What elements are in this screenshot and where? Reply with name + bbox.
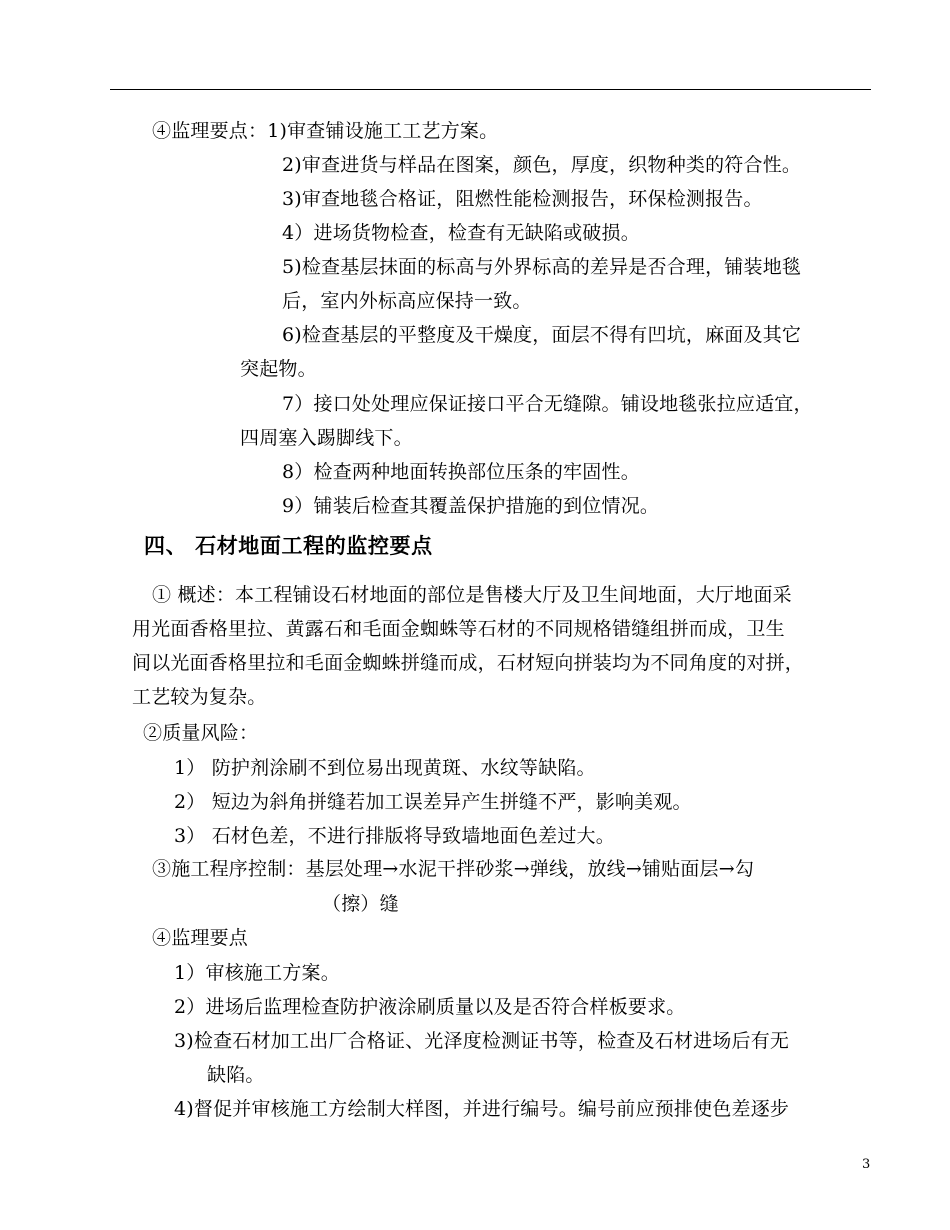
- overview-line-4: 工艺较为复杂。: [132, 686, 267, 708]
- points-item-5-cont: 后，室内外标高应保持一致。: [282, 290, 532, 312]
- points-item-2: 2)审查进货与样品在图案，颜色，厚度，织物种类的符合性。: [282, 154, 802, 176]
- points-label: ④监理要点：1)审查铺设施工工艺方案。: [152, 120, 499, 142]
- points-item-1: 1)审查铺设施工工艺方案。: [267, 120, 499, 142]
- points-item-6-cont: 突起物。: [240, 358, 317, 380]
- risk-item-2: 2） 短边为斜角拼缝若加工误差异产生拼缝不严，影响美观。: [174, 791, 692, 813]
- points-title: ④监理要点: [152, 927, 249, 949]
- overview-line-3: 间以光面香格里拉和毛面金蜘蛛拼缝而成，石材短向拼装均为不同角度的对拼，: [132, 652, 805, 674]
- points-item-4: 4）进场货物检查，检查有无缺陷或破损。: [282, 222, 640, 244]
- overview-line-2: 用光面香格里拉、黄露石和毛面金蜘蛛等石材的不同规格错缝组拼而成，卫生: [132, 618, 785, 640]
- section4-point-3-cont: 缺陷。: [207, 1064, 265, 1086]
- header-rule: [110, 89, 871, 90]
- points-item-9: 9）铺装后检查其覆盖保护措施的到位情况。: [282, 495, 660, 517]
- points-item-3: 3)审查地毯合格证，阻燃性能检测报告，环保检测报告。: [282, 188, 763, 210]
- points-item-7-cont: 四周塞入踢脚线下。: [240, 427, 413, 449]
- risk-item-1: 1） 防护剂涂刷不到位易出现黄斑、水纹等缺陷。: [174, 757, 596, 779]
- points-item-5: 5)检查基层抹面的标高与外界标高的差异是否合理，铺装地毯: [282, 256, 802, 278]
- section4-point-3: 3)检查石材加工出厂合格证、光泽度检测证书等，检查及石材进场后有无: [174, 1030, 790, 1052]
- risk-title: ②质量风险：: [143, 722, 259, 744]
- section4-point-1: 1）审核施工方案。: [174, 962, 340, 984]
- procedure-line-2: （擦）缝: [322, 893, 399, 915]
- overview-line-1: ① 概述：本工程铺设石材地面的部位是售楼大厅及卫生间地面，大厅地面采: [152, 584, 792, 606]
- points-item-6: 6)检查基层的平整度及干燥度，面层不得有凹坑，麻面及其它: [282, 324, 802, 346]
- points-item-8: 8）检查两种地面转换部位压条的牢固性。: [282, 461, 640, 483]
- points-item-7: 7）接口处处理应保证接口平合无缝隙。铺设地毯张拉应适宜，: [282, 393, 813, 415]
- section4-heading: 四、 石材地面工程的监控要点: [144, 533, 433, 558]
- risk-item-3: 3） 石材色差，不进行排版将导致墙地面色差过大。: [174, 825, 615, 847]
- procedure-line-1: ③施工程序控制：基层处理→水泥干拌砂浆→弹线，放线→铺贴面层→勾: [152, 858, 755, 880]
- section4-point-2: 2）进场后监理检查防护液涂刷质量以及是否符合样板要求。: [174, 996, 686, 1018]
- page-number: 3: [862, 1157, 871, 1172]
- section4-point-4: 4)督促并审核施工方绘制大样图，并进行编号。编号前应预排使色差逐步: [174, 1098, 790, 1120]
